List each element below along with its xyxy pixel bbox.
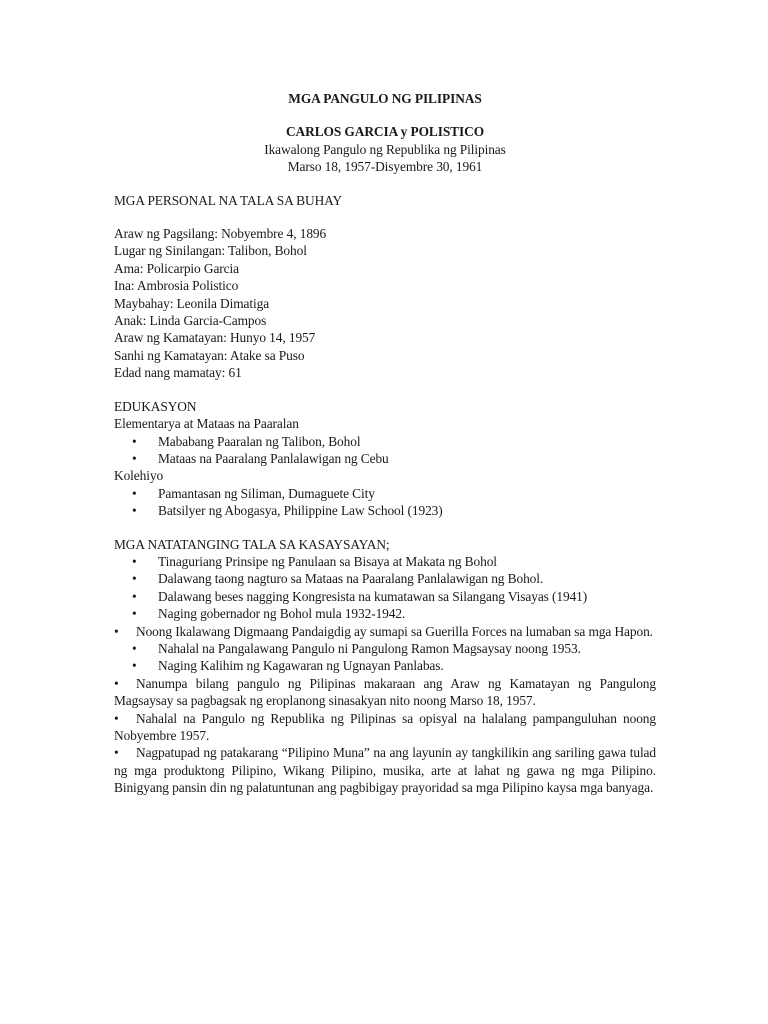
list-item-text: Batsilyer ng Abogasya, Philippine Law School (1923) [158,503,443,519]
college-label: Kolehiyo [114,468,164,484]
list-item [114,744,656,796]
personal-records [114,225,656,382]
bullet-icon: • [114,675,119,691]
list-item [114,710,656,745]
president-name: CARLOS GARCIA y POLISTICO [285,124,485,140]
college-list [114,485,656,520]
list-item [114,502,656,519]
bullet-icon: • [132,640,137,656]
list-item [114,640,656,657]
bullet-icon: • [132,658,137,674]
list-item-text: Dalawang taong nagturo sa Mataas na Paaralang Panlalawigan ng Bohol. [158,571,544,587]
personal-record: Maybahay: Leonila Dimatiga [114,295,270,311]
history-list-2 [114,640,656,675]
bullet-icon: • [132,450,137,466]
bullet-icon: • [132,606,137,622]
personal-record: Araw ng Pagsilang: Nobyembre 4, 1896 [114,226,327,242]
list-item [114,605,656,622]
list-item [114,675,656,710]
list-item [114,570,656,587]
elementary-list [114,433,656,468]
list-item-text: Naging Kalihim ng Kagawaran ng Ugnayan Panlabas. [158,658,444,674]
bullet-icon: • [132,503,137,519]
bullet-icon: • [114,745,119,761]
list-item-text: Noong Ikalawang Digmaang Pandaigdig ay sumapi sa Guerilla Forces na lumaban sa mga Hapon. [136,623,653,639]
bullet-icon: • [132,553,137,569]
list-item [114,657,656,674]
personal-heading: MGA PERSONAL NA TALA SA BUHAY [114,192,343,208]
bullet-icon: • [132,571,137,587]
history-heading: MGA NATATANGING TALA SA KASAYSAYAN; [114,536,390,552]
list-item-text: Nagpatupad ng patakarang “Pilipino Muna” na ang layunin ay tangkilikin ang sariling gawa tulad ng mga produktong Pilipino, Wikang Pilipino, musika, arte at lahat ng gawa ng mga Pilipino. Binigyang pansin din ng palatuntunan ang pagbibigay prayoridad sa mga Pilipino kaysa mga banyaga. [114,745,656,796]
education-heading: EDUKASYON [114,398,197,414]
personal-record: Araw ng Kamatayan: Hunyo 14, 1957 [114,330,316,346]
list-item [114,433,656,450]
list-item-text: Dalawang beses nagging Kongresista na kumatawan sa Silangang Visayas (1941) [158,588,588,604]
personal-record: Ina: Ambrosia Polistico [114,278,239,294]
bullet-icon: • [132,588,137,604]
list-item [114,588,656,605]
bullet-icon: • [114,623,119,639]
document-header: MGA PANGULO NG PILIPINAS [288,91,482,106]
personal-record: Ama: Policarpio Garcia [114,260,239,276]
list-item-text: Nahalal na Pangulo ng Republika ng Pilipinas sa opisyal na halalang pampanguluhan noong Nobyembre 1957. [114,710,656,743]
personal-record: Anak: Linda Garcia-Campos [114,313,267,329]
list-item [114,553,656,570]
list-item-text: Mataas na Paaralang Panlalawigan ng Cebu [158,450,389,466]
elementary-label: Elementarya at Mataas na Paaralan [114,416,299,432]
list-item [114,450,656,467]
bullet-icon: • [114,710,119,726]
president-term: Marso 18, 1957-Disyembre 30, 1961 [287,159,483,175]
bullet-icon: • [132,485,137,501]
list-item [114,623,656,640]
bullet-icon: • [132,433,137,449]
list-item-text: Pamantasan ng Siliman, Dumaguete City [158,485,375,501]
list-item-text: Mababang Paaralan ng Talibon, Bohol [158,433,361,449]
personal-record: Sanhi ng Kamatayan: Atake sa Puso [114,347,305,363]
history-list-flow [114,623,656,640]
history-list [114,553,656,623]
document-page [114,90,656,797]
president-subtitle: Ikawalong Pangulo ng Republika ng Pilipinas [264,141,506,157]
personal-record: Edad nang mamatay: 61 [114,365,242,381]
list-item-text: Nanumpa bilang pangulo ng Pilipinas makaraan ang Araw ng Kamatayan ng Pangulong Magsaysay sa pagbagsak ng eroplanong sinasakyan nito noong Marso 18, 1957. [114,675,656,709]
list-item-text: Naging gobernador ng Bohol mula 1932-1942. [158,606,406,622]
list-item [114,485,656,502]
list-item-text: Nahalal na Pangalawang Pangulo ni Pangulong Ramon Magsaysay noong 1953. [158,640,581,656]
personal-record: Lugar ng Sinilangan: Talibon, Bohol [114,243,307,259]
list-item-text: Tinaguriang Prinsipe ng Panulaan sa Bisaya at Makata ng Bohol [158,553,497,569]
history-list-flow-2 [114,675,656,797]
